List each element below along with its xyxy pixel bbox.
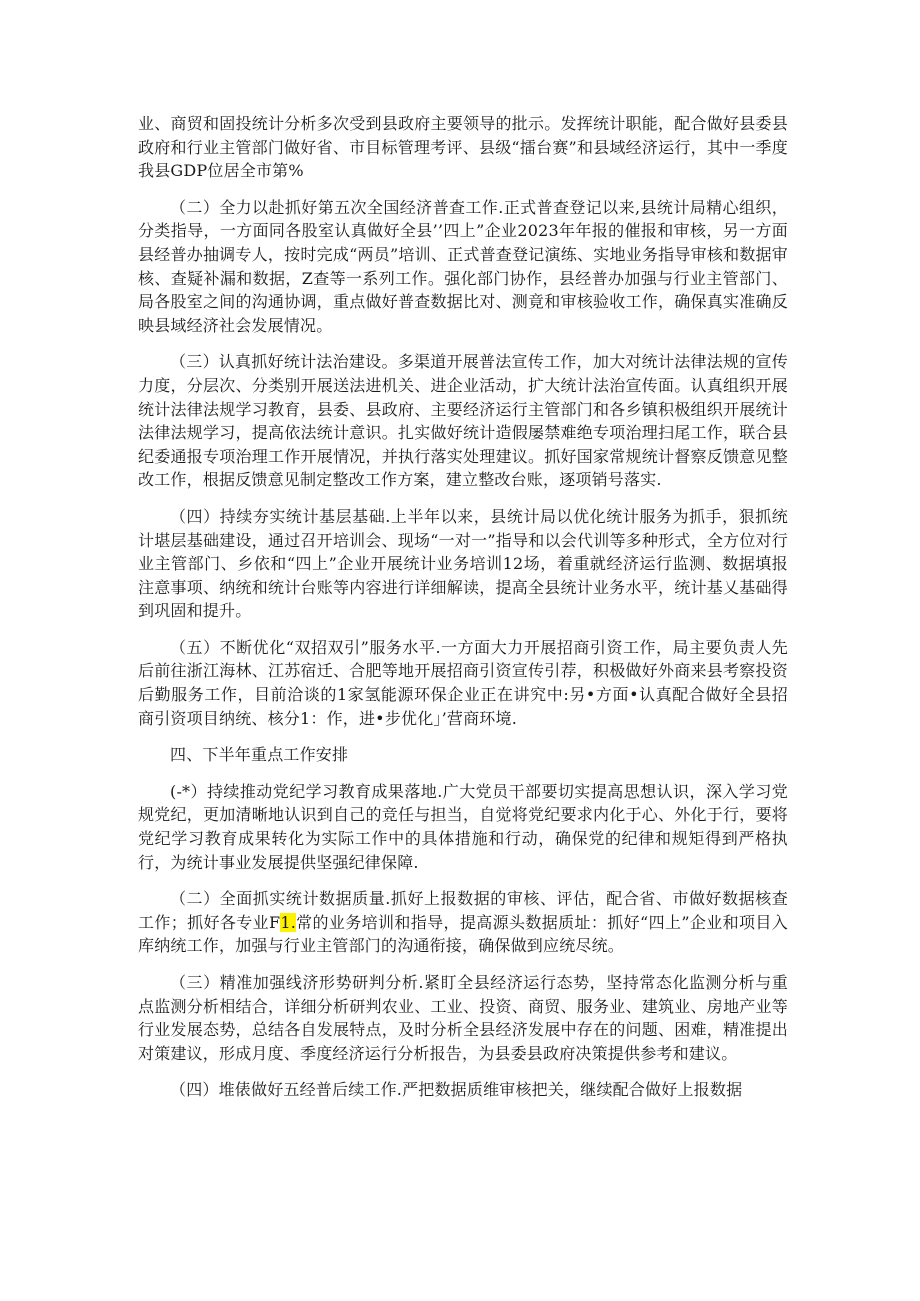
paragraph-census-followup: （四）堆俵做好五经普后续工作.严把数据质维审核把关，继续配合做好上报数据 — [170, 1080, 743, 1100]
paragraph-party-discipline: (-*）持续推动党纪学习教育成果落地.广大党员干部要切实提高思想认识，深入学习党规党纪，更加清晰地认识到自己的竞任与担当，自觉将党纪要求内化于心、外化于行，要将党纪学习教育成果转化为实际工作中的具体措施和行动，确保党的纪律和规矩得到严格执行，为统计事业发展提供坚强纪律保障. — [138, 781, 788, 872]
paragraph-census-work: （二）全力以赴抓好第五次全国经济普查工作.正式普查登记以来,县统计局精心组织，分类指导，一方面同各股室认真做好全县’’四上”企业2023年年报的催报和审核，另一方面县经普办抽调专人，按时完成“两员”培训、正式普查登记演练、实地业务指导审核和数据审核、查疑补漏和数据，Z查等一系列工作。强化部门协作，县经普办加强与行业主管部门、局各股室之间的沟通协调，重点做好普查数据比对、测竟和审核验收工作，确保真实准确反映县域经济社会发展情况。 — [138, 197, 788, 335]
paragraph-data-quality: （二）全面抓实统计数据质量.抓好上报数据的审核、评估，配合省、市做好数据核查工作；抓好各专业F1.常的业务培训和指导，提高源头数据质址：抓好“四上”企业和项目入库纳统工作，加强与行业主管部门的沟通衔接，确保做到应统尽统。 — [138, 889, 788, 956]
highlighted-text: 1. — [280, 912, 296, 932]
paragraph-investment-service: （五）不断优化“双招双引”服务水平.一方面大力开展招商引资工作，局主要负责人先后前往浙江海林、江苏宿迁、合肥等地开展招商引资宣传引荐，积极做好外商来县考察投资后勤服务工作，目前洽谈的1家氢能源环保企业正在讲究中:另•方面•认真配合做好全县招商引资项目纳统、核分1：作，进•步优化」’营商环境. — [138, 637, 788, 728]
section-heading-second-half-plan: 四、下半年重点工作安排 — [170, 745, 349, 765]
document-body — [138, 112, 788, 1115]
paragraph-continued: 业、商贸和固投统计分析多次受到县政府主要领导的批示。发挥统计职能，配合做好县委县政府和行业主管部门做好省、市目标管理考评、县级“擂台赛”和县域经济运行，其中一季度我县GDP位居全市第% — [138, 114, 788, 181]
paragraph-economic-analysis: （三）精准加强线济形势研判分析.紧盯全县经济运行态势，坚持常态化监测分析与重点监测分析相结合，详细分析研判农业、工业、投资、商贸、服务业、建筑业、房地产业等行业发展态势，总结各自发展特点，及时分析全县经济发展中存在的问题、困难，精准提出对策建议，形成月度、季度经济运行分析报告，为县委县政府决策提供参考和建议。 — [138, 973, 788, 1063]
paragraph-grassroots-foundation: （四）持续夯实统计基层基础.上半年以来，县统计局以优化统计服务为抓手，狠抓统计堪层基础建设，通过召开培训会、现场“一对一”指导和以会代训等多种形式，全方位对行业主管部门、乡依和“四上”企业开展统计业务培训12场，着重就经济运行监测、数据填报注意事项、纳统和统计台账等内容进行详细解读，提高全县统计业务水平，统计基乂基础得到巩固和提升。 — [138, 506, 788, 621]
paragraph-legal-construction: （三）认真抓好统计法治建设。多渠道开展普法宣传工作，加大对统计法律法规的宣传力度，分层次、分类别开展送法进机关、进企业活动，扩大统计法治宣传面。认真组织开展统计法律法规学习教育，县委、县政府、主要经济运行主管部门和各乡镇积极组织开展统计法律法规学习，提高依法统计意识。扎实做好统计造假屡禁难绝专项治理扫尾工作，联合县纪委通报专项治理工作开展情况，并执行落实处理建议。抓好国家常规统计督察反馈意见整改工作，根据反馈意见制定整改工作方案，建立整改台账，逐项销号落实. — [138, 352, 788, 490]
